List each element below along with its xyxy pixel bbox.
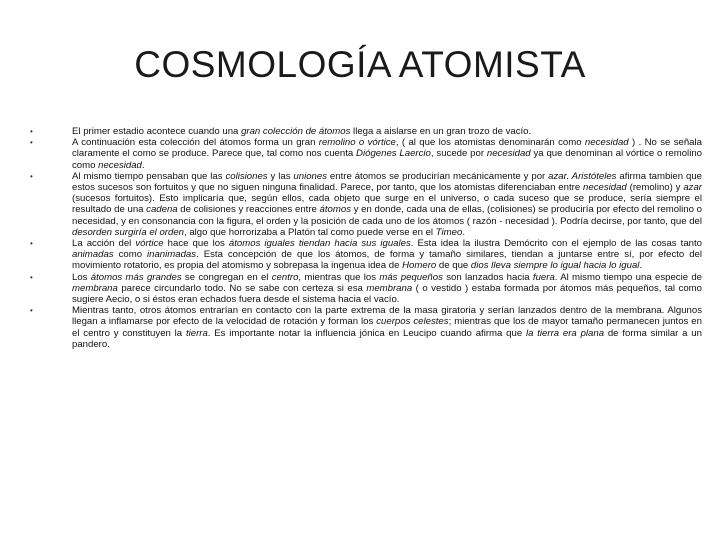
body-text: ya que denominan al vórtice o remolino como	[72, 148, 702, 171]
body-text: . Es importante notar la influencia jónica en Leucipo cuando afirma que	[207, 327, 526, 339]
body-text: .	[141, 159, 145, 171]
body-text: y las	[267, 170, 294, 182]
body-text: de forma similar a un pandero.	[72, 327, 702, 350]
emphasis-text: más pequeños	[379, 271, 443, 283]
body-text: La acción del	[72, 238, 136, 250]
emphasis-text: necesidad	[98, 159, 142, 171]
emphasis-text: tierra	[185, 327, 208, 339]
body-text: ( o vestido ) estaba formada por átomos más pequeños, tal como sugiere Aecio, o si éstos eran echados fuera desde el sistema hacia el vacío.	[72, 282, 702, 306]
body-text: , sucede por	[430, 148, 487, 160]
bullet-item-1	[30, 126, 702, 137]
emphasis-text: colisiones	[225, 170, 268, 182]
bullet-marker: •	[30, 127, 33, 136]
emphasis-text: Homero	[402, 260, 437, 272]
bullet-item-5	[30, 272, 702, 306]
emphasis-text: azar. Aristóteles	[548, 170, 617, 182]
bullet-marker: •	[30, 171, 33, 181]
emphasis-text: átomos iguales tiendan hacia sus iguales	[228, 238, 411, 250]
emphasis-text: membrana	[366, 282, 413, 294]
bullet-marker: •	[30, 272, 33, 282]
bullet-text	[72, 238, 702, 271]
bullet-item-2	[30, 137, 702, 171]
bullet-item-3	[30, 171, 702, 238]
bullet-text	[72, 171, 702, 238]
bullet-item-6	[30, 305, 702, 350]
emphasis-text: dios lleva siempre lo igual hacia lo igual	[470, 260, 640, 272]
body-text: , ( al que los atomistas denominarán como	[395, 137, 585, 149]
body-text: , mientras que los	[298, 271, 380, 283]
body-text: .	[462, 226, 465, 238]
body-text: entre átomos se producirían mecánicamente y por	[327, 170, 549, 182]
emphasis-text: azar	[683, 182, 702, 194]
body-text: afirma tambien que estos sucesos son fortuitos y que no siguen ninguna finalidad. Parece, por tanto, que los atomistas diferenciaban entre	[72, 170, 703, 194]
body-text: . Al mismo tiempo una especie de	[554, 271, 703, 283]
emphasis-text: uniones	[293, 170, 328, 182]
body-text: (remolino) y	[626, 182, 684, 194]
body-text: llega a aislarse en un gran trozo de vacío.	[350, 126, 532, 137]
body-text: de que	[436, 260, 471, 272]
body-text: y en donde, cada una de ellas, (colisiones) se produciría por efecto del remolino o necesidad, y en consonancia con la figura, el orden y la posición de cada uno de los átomos ( razón - necesidad ). Podría decirse, por tanto, que del	[72, 204, 702, 227]
emphasis-text: animadas	[72, 249, 114, 261]
emphasis-text: Diógenes Laercio	[356, 148, 431, 160]
body-text: parece circundarlo todo. No se sabe con certeza si esa	[117, 282, 367, 294]
body-text: hace que los	[163, 238, 229, 250]
bullet-marker: •	[30, 138, 33, 148]
body-text: Los	[72, 271, 91, 283]
emphasis-text: membrana	[72, 282, 118, 294]
body-text: El primer estadio acontece cuando una	[72, 126, 242, 137]
bullet-marker: •	[30, 306, 33, 316]
body-text: .	[639, 260, 643, 272]
emphasis-text: necesidad	[486, 148, 531, 160]
emphasis-text: cuerpos celestes	[376, 316, 449, 328]
body-text: son lanzados hacia	[442, 271, 533, 283]
emphasis-text: desorden surgiría el orden	[72, 226, 184, 238]
emphasis-text: átomos más grandes	[90, 271, 182, 283]
emphasis-text: Timeo	[435, 226, 463, 238]
emphasis-text: gran colección de átomos	[241, 126, 351, 137]
body-text: ; mientras que los de mayor tamaño permanecen juntos en el centro y constituyen la	[72, 316, 702, 339]
bullet-list	[30, 126, 702, 350]
emphasis-text: la tierra era plana	[525, 327, 605, 339]
body-text: . Esta concepción de que los átomos, de forma y tamaño similares, tiendan a juntarse entre sí, por efecto del movimiento rotatorio, es propia del atomismo y sobrepasa la ingenua idea de	[72, 249, 702, 272]
emphasis-text: vórtice	[135, 238, 164, 250]
emphasis-text: necesidad	[584, 137, 629, 149]
body-text: se congregan en el	[181, 271, 272, 283]
emphasis-text: centro	[271, 271, 299, 283]
bullet-text	[72, 137, 702, 170]
bullet-text	[72, 126, 531, 137]
body-text: como	[113, 249, 147, 261]
bullet-item-4	[30, 238, 702, 272]
emphasis-text: inanimadas	[147, 249, 197, 261]
emphasis-text: cadena	[146, 204, 178, 216]
emphasis-text: átomos	[319, 204, 351, 216]
emphasis-text: necesidad	[583, 182, 627, 194]
emphasis-text: remolino o vórtice	[318, 137, 396, 149]
body-text: A continuación esta colección del átomos forma un gran	[72, 137, 319, 149]
bullet-marker: •	[30, 239, 33, 249]
bullet-text	[72, 272, 702, 305]
body-text: . Esta idea la ilustra Demócrito con el ejemplo de las cosas tanto	[410, 238, 702, 250]
body-text: (sucesos fortuitos). Esto implicaría que, según ellos, cada objeto que surge en el universo, o cada suceso que se produce, sería siempre el resultado de una	[72, 193, 702, 216]
emphasis-text: fuera	[532, 271, 555, 283]
bullet-text	[72, 305, 702, 350]
slide-title: COSMOLOGÍA ATOMISTA	[134, 44, 586, 85]
body-text: de colisiones y reacciones entre	[177, 204, 320, 216]
body-text: , algo que horrorizaba a Platón tal como puede verse en el	[184, 226, 436, 238]
body-text: Al mismo tiempo pensaban que las	[72, 170, 226, 182]
body-text: ) . No se señala claramente el como se produce. Parece que, tal como nos cuenta	[72, 137, 702, 160]
body-text: Mientras tanto, otros átomos entrarían en contacto con la parte extrema de la masa giratoria y serían lanzados dentro de la membrana. Algunos llegan a inflamarse por efecto de la velocidad de rotación y forman los	[72, 305, 702, 328]
